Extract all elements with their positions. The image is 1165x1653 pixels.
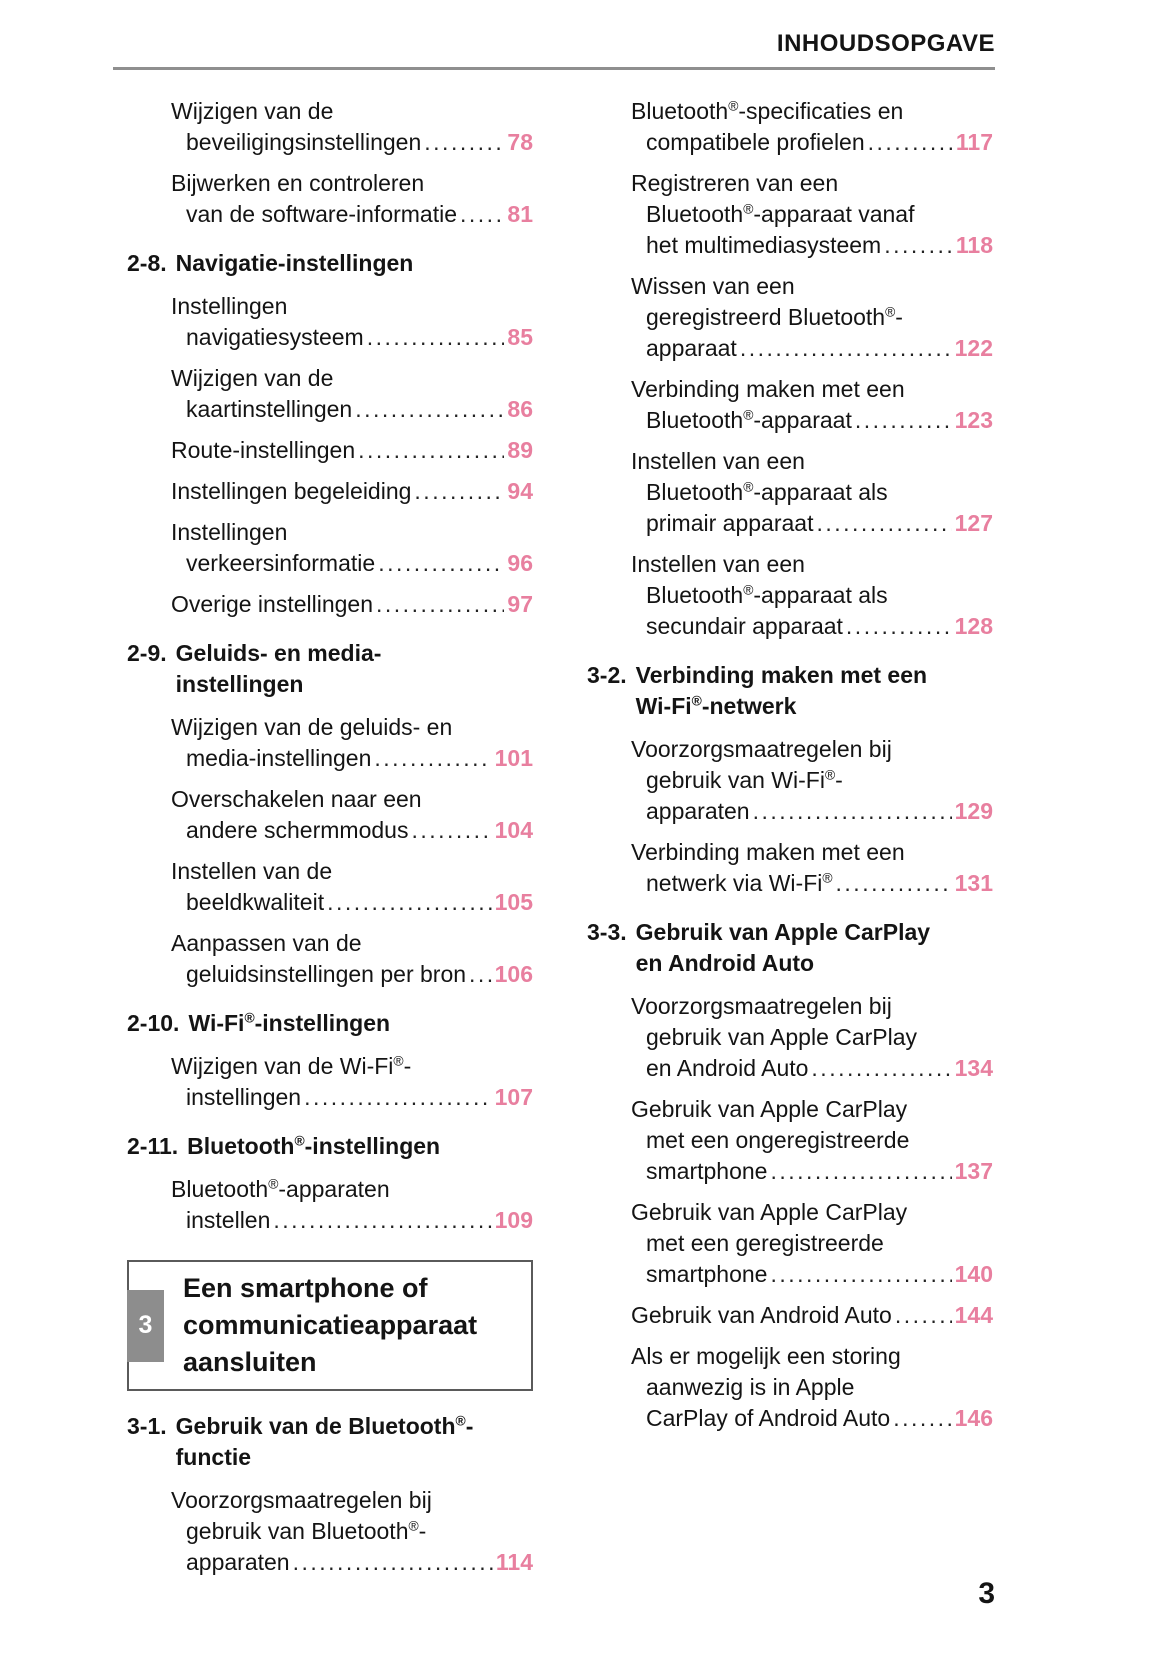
toc-entry [587, 734, 993, 827]
entry-text: beveiligingsinstellingen [186, 129, 422, 155]
entry-line [631, 991, 993, 1022]
entry-text: primair apparaat [646, 510, 814, 536]
entry-line [631, 1341, 993, 1372]
entry-line [171, 548, 533, 579]
entry-text: gebruik van Bluetooth®- [186, 1518, 427, 1544]
dot-leader [376, 589, 504, 620]
section-title: Gebruik van de Bluetooth®- functie [175, 1413, 474, 1470]
entry-text: Wijzigen van de [171, 365, 334, 391]
entry-line [171, 856, 533, 887]
entry-text: apparaten [646, 798, 750, 824]
chapter-title: Een smartphone of communicatieapparaat aansluiten [183, 1273, 478, 1377]
entry-line [631, 1259, 993, 1290]
entry-page-number: 123 [954, 407, 993, 433]
entry-line [171, 168, 533, 199]
dot-leader [355, 394, 504, 425]
section-number: 2-10. [127, 1010, 180, 1036]
entry-text: Verbinding maken met een [631, 376, 905, 402]
entry-line [171, 712, 533, 743]
toc-entry [587, 991, 993, 1084]
entry-text: Aanpassen van de [171, 930, 362, 956]
entry-text: aanwezig is in Apple [646, 1374, 855, 1400]
entry-line [171, 887, 533, 918]
entry-page-number: 86 [507, 396, 533, 422]
entry-text: Overschakelen naar een [171, 786, 422, 812]
entry-line [631, 508, 993, 539]
dot-leader [846, 611, 952, 642]
entry-line [631, 168, 993, 199]
entry-text: gebruik van Wi-Fi®- [646, 767, 843, 793]
entry-line [171, 1174, 533, 1205]
entry-text: Verbinding maken met een [631, 839, 905, 865]
entry-text: Gebruik van Android Auto [631, 1302, 892, 1328]
entry-line [631, 796, 993, 827]
entry-text: kaartinstellingen [186, 396, 353, 422]
entry-line [171, 1516, 533, 1547]
entry-line [631, 868, 993, 899]
entry-text: Instellen van de [171, 858, 333, 884]
dot-leader [374, 743, 491, 774]
dot-leader [293, 1547, 493, 1578]
entry-line [171, 291, 533, 322]
toc-entry [587, 446, 993, 539]
entry-page-number: 106 [494, 961, 533, 987]
entry-line [631, 333, 993, 364]
entry-line [171, 1051, 533, 1082]
entry-line [171, 1082, 533, 1113]
entry-line [631, 477, 993, 508]
entry-text: Bluetooth®-apparaten [171, 1176, 390, 1202]
toc-section-heading [127, 1131, 533, 1162]
entry-line [631, 230, 993, 261]
toc-columns [113, 96, 995, 1588]
entry-line [631, 127, 993, 158]
dot-leader [816, 508, 951, 539]
entry-line [171, 199, 533, 230]
dot-leader [411, 815, 491, 846]
section-title: Bluetooth®-instellingen [187, 1133, 441, 1159]
entry-line [171, 743, 533, 774]
entry-line [631, 1372, 993, 1403]
toc-section-heading [587, 660, 993, 722]
entry-line [171, 589, 533, 620]
page-number: 3 [978, 1577, 995, 1610]
dot-leader [836, 868, 952, 899]
entry-page-number: 131 [954, 870, 993, 896]
entry-text: Instellingen [171, 293, 288, 319]
entry-text: Bluetooth®-apparaat als [646, 479, 888, 505]
entry-page-number: 78 [507, 129, 533, 155]
entry-line [631, 271, 993, 302]
toc-column-right [587, 96, 993, 1588]
entry-line [171, 394, 533, 425]
toc-entry [587, 1300, 993, 1331]
entry-line [171, 435, 533, 466]
dot-leader [378, 548, 504, 579]
entry-text: Wijzigen van de [171, 98, 334, 124]
entry-page-number: 134 [954, 1055, 993, 1081]
entry-text: Bijwerken en controleren [171, 170, 425, 196]
entry-text: Instellingen [171, 519, 288, 545]
entry-line [631, 1022, 993, 1053]
entry-line [631, 549, 993, 580]
entry-line [171, 1205, 533, 1236]
toc-entry [127, 928, 533, 990]
toc-entry [127, 1174, 533, 1236]
entry-text: secundair apparaat [646, 613, 843, 639]
toc-section-heading [587, 917, 993, 979]
toc-entry [127, 168, 533, 230]
entry-text: Instellingen begeleiding [171, 478, 412, 504]
section-title: Geluids- en media- instellingen [175, 640, 382, 697]
toc-entry [127, 435, 533, 466]
section-title: Wi-Fi®-instellingen [188, 1010, 391, 1036]
entry-page-number: 109 [494, 1207, 533, 1233]
chapter-number-tab: 3 [127, 1290, 164, 1362]
entry-page-number: 122 [954, 335, 993, 361]
toc-entry [127, 476, 533, 507]
entry-line [171, 476, 533, 507]
entry-text: Bluetooth®-specificaties en [631, 98, 904, 124]
entry-text: Bluetooth®-apparaat vanaf [646, 201, 915, 227]
entry-page-number: 140 [954, 1261, 993, 1287]
toc-entry [587, 374, 993, 436]
entry-line [171, 815, 533, 846]
entry-text: met een geregistreerde [646, 1230, 884, 1256]
entry-page-number: 107 [494, 1084, 533, 1110]
section-title: Verbinding maken met een Wi-Fi®-netwerk [635, 662, 928, 719]
toc-entry [127, 856, 533, 918]
dot-leader [770, 1156, 951, 1187]
entry-text: van de software-informatie [186, 201, 458, 227]
entry-text: Wijzigen van de Wi-Fi®- [171, 1053, 412, 1079]
section-number: 3-2. [587, 662, 627, 688]
header-divider [113, 67, 995, 70]
section-number: 2-11. [127, 1133, 179, 1159]
entry-line [171, 127, 533, 158]
dot-leader [753, 796, 952, 827]
entry-line [171, 322, 533, 353]
entry-line [631, 199, 993, 230]
dot-leader [367, 322, 505, 353]
entry-text: media-instellingen [186, 745, 372, 771]
entry-text: Registreren van een [631, 170, 839, 196]
entry-text: apparaten [186, 1549, 290, 1575]
toc-entry [587, 168, 993, 261]
entry-page-number: 137 [954, 1158, 993, 1184]
toc-entry [587, 271, 993, 364]
page-header-title: INHOUDSOPGAVE [776, 30, 995, 57]
entry-line [171, 517, 533, 548]
entry-line [631, 580, 993, 611]
dot-leader [327, 887, 492, 918]
entry-text: smartphone [646, 1158, 768, 1184]
section-title: Gebruik van Apple CarPlay en Android Auto [635, 919, 931, 976]
entry-text: Als er mogelijk een storing [631, 1343, 901, 1369]
entry-text: Overige instellingen [171, 591, 374, 617]
dot-leader [424, 127, 504, 158]
entry-text: geluidsinstellingen per bron [186, 961, 467, 987]
entry-text: Bluetooth®-apparaat als [646, 582, 888, 608]
toc-entry [127, 784, 533, 846]
dot-leader [855, 405, 952, 436]
entry-text: smartphone [646, 1261, 768, 1287]
entry-text: Wijzigen van de geluids- en [171, 714, 453, 740]
toc-entry [587, 1197, 993, 1290]
entry-line [631, 1403, 993, 1434]
toc-entry [587, 1341, 993, 1434]
toc-entry [127, 1485, 533, 1578]
entry-line [631, 1228, 993, 1259]
entry-line [631, 1156, 993, 1187]
entry-page-number: 97 [507, 591, 533, 617]
entry-text: compatibele profielen [646, 129, 865, 155]
entry-line [171, 959, 533, 990]
entry-line [631, 734, 993, 765]
toc-entry [127, 96, 533, 158]
entry-page-number: 94 [507, 478, 533, 504]
dot-leader [811, 1053, 951, 1084]
entry-line [171, 1485, 533, 1516]
entry-text: instellingen [186, 1084, 302, 1110]
toc-entry [127, 363, 533, 425]
entry-text: gebruik van Apple CarPlay [646, 1024, 918, 1050]
dot-leader [460, 199, 504, 230]
toc-column-left [127, 96, 533, 1588]
entry-text: Gebruik van Apple CarPlay [631, 1199, 908, 1225]
entry-line [631, 302, 993, 333]
dot-leader [868, 127, 953, 158]
page-content [113, 0, 995, 1588]
entry-text: Wissen van een [631, 273, 795, 299]
dot-leader [884, 230, 953, 261]
entry-line [171, 784, 533, 815]
entry-page-number: 144 [954, 1302, 993, 1328]
dot-leader [273, 1205, 491, 1236]
entry-line [631, 96, 993, 127]
dot-leader [895, 1300, 952, 1331]
entry-page-number: 146 [954, 1405, 993, 1431]
toc-entry [587, 837, 993, 899]
entry-text: beeldkwaliteit [186, 889, 325, 915]
entry-page-number: 105 [494, 889, 533, 915]
toc-section-heading [127, 248, 533, 279]
entry-line [631, 1094, 993, 1125]
entry-text: apparaat [646, 335, 737, 361]
chapter-banner [127, 1260, 533, 1391]
entry-text: Instellen van een [631, 448, 805, 474]
dot-leader [740, 333, 952, 364]
entry-line [631, 765, 993, 796]
entry-text: met een ongeregistreerde [646, 1127, 910, 1153]
entry-text: Route-instellingen [171, 437, 356, 463]
entry-page-number: 128 [954, 613, 993, 639]
entry-page-number: 85 [507, 324, 533, 350]
toc-entry [127, 1051, 533, 1113]
dot-leader [893, 1403, 951, 1434]
entry-page-number: 127 [954, 510, 993, 536]
section-number: 2-9. [127, 640, 167, 666]
entry-page-number: 104 [494, 817, 533, 843]
entry-text: Voorzorgsmaatregelen bij [171, 1487, 432, 1513]
section-number: 3-3. [587, 919, 627, 945]
entry-line [631, 405, 993, 436]
entry-page-number: 101 [494, 745, 533, 771]
entry-text: het multimediasysteem [646, 232, 882, 258]
entry-line [171, 363, 533, 394]
section-title: Navigatie-instellingen [175, 250, 414, 276]
entry-line [631, 1197, 993, 1228]
entry-text: Voorzorgsmaatregelen bij [631, 736, 892, 762]
entry-line [631, 1053, 993, 1084]
toc-section-heading [127, 1008, 533, 1039]
toc-entry [587, 1094, 993, 1187]
entry-page-number: 114 [495, 1549, 533, 1575]
section-number: 2-8. [127, 250, 167, 276]
entry-text: instellen [186, 1207, 271, 1233]
entry-line [171, 1547, 533, 1578]
dot-leader [414, 476, 504, 507]
toc-entry [127, 291, 533, 353]
entry-line [631, 837, 993, 868]
dot-leader [358, 435, 504, 466]
toc-entry [587, 549, 993, 642]
entry-page-number: 81 [507, 201, 533, 227]
toc-section-heading [127, 638, 533, 700]
entry-line [631, 446, 993, 477]
entry-line [631, 1125, 993, 1156]
entry-text: verkeersinformatie [186, 550, 376, 576]
toc-section-heading [127, 1411, 533, 1473]
entry-text: Voorzorgsmaatregelen bij [631, 993, 892, 1019]
dot-leader [770, 1259, 951, 1290]
entry-line [631, 611, 993, 642]
entry-text: Bluetooth®-apparaat [646, 407, 852, 433]
entry-text: geregistreerd Bluetooth®- [646, 304, 903, 330]
entry-text: Gebruik van Apple CarPlay [631, 1096, 908, 1122]
toc-entry [127, 517, 533, 579]
entry-text: Instellen van een [631, 551, 805, 577]
entry-text: navigatiesysteem [186, 324, 364, 350]
toc-entry [587, 96, 993, 158]
entry-page-number: 129 [954, 798, 993, 824]
entry-page-number: 89 [507, 437, 533, 463]
entry-page-number: 96 [507, 550, 533, 576]
dot-leader [304, 1082, 492, 1113]
entry-text: netwerk via Wi-Fi® [646, 870, 833, 896]
entry-text: en Android Auto [646, 1055, 809, 1081]
entry-text: CarPlay of Android Auto [646, 1405, 891, 1431]
entry-text: andere schermmodus [186, 817, 409, 843]
toc-entry [127, 712, 533, 774]
entry-line [171, 928, 533, 959]
entry-line [631, 1300, 993, 1331]
section-number: 3-1. [127, 1413, 167, 1439]
entry-line [631, 374, 993, 405]
entry-line [171, 96, 533, 127]
entry-page-number: 117 [955, 129, 993, 155]
toc-entry [127, 589, 533, 620]
entry-page-number: 118 [955, 232, 993, 258]
dot-leader [469, 959, 492, 990]
